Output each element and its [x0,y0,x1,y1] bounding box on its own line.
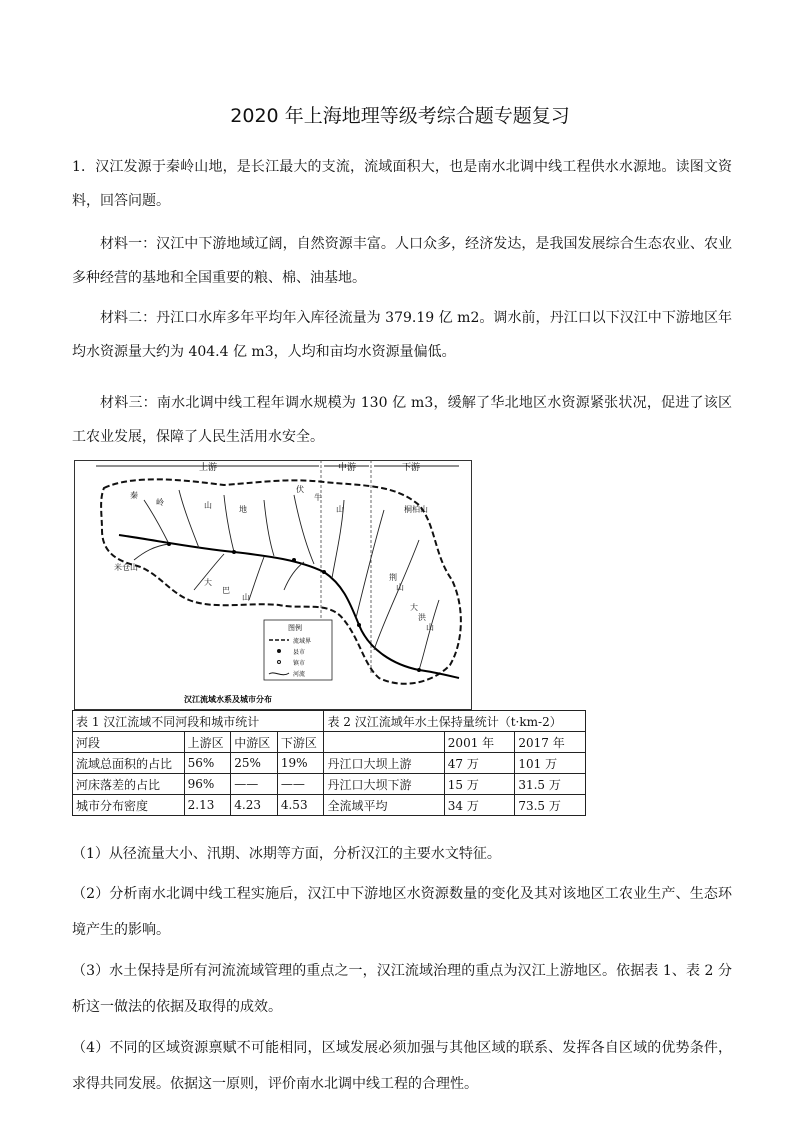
t2-cell: 丹江口大坝下游 [324,774,444,795]
t2-cell: 15 万 [444,774,515,795]
t1-cell: 56% [184,753,231,774]
hanjiang-basin-map [74,460,472,710]
label-di: 地 [239,505,247,514]
legend-river: 河流 [293,671,306,678]
stats-tables [72,710,586,834]
t2-header [324,732,444,753]
table1-caption: 表 1 汉江流域不同河段和城市统计 [73,711,324,732]
legend-title: 图例 [288,624,302,632]
label-shan3: 山 [242,593,250,602]
label-niu: 牛 [314,493,322,502]
t1-cell: 河床落差的占比 [73,774,185,795]
t2-header: 2017 年 [515,732,586,753]
label-da2: 大 [410,603,418,612]
table-row [73,795,586,816]
label-shan4: 山 [396,583,404,592]
label-jing: 荆 [389,573,397,582]
material-2: 材料二：丹江口水库多年平均年入库径流量为 379.19 亿 m2。调水前，丹江口以下汉江中下游地区年均水资源量大约为 404.4 亿 m3，人均和亩均水资源量偏低。 [72,310,732,360]
t1-cell: 25% [231,753,278,774]
map-legend [264,620,332,680]
material-1: 材料一：汉江中下游地域辽阔，自然资源丰富。人口众多，经济发达，是我国发展综合生态农业、农业多种经营的基地和全国重要的粮、棉、油基地。 [72,236,732,286]
label-da: 大 [204,578,212,587]
t1-header: 上游区 [184,732,231,753]
question-4: （4）不同的区域资源禀赋不可能相同，区域发展必须加强与其他区域的联系、发挥各自区域的优势条件，求得共同发展。依据这一原则，评价南水北调中线工程的合理性。 [72,1040,732,1092]
label-hong: 洪 [418,613,426,622]
t2-header: 2001 年 [444,732,515,753]
table2-caption: 表 2 汉江流域年水土保持量统计（t·km-2） [324,711,586,732]
t1-cell: 19% [277,753,324,774]
legend-town: 镇市 [293,660,306,667]
t1-cell: 4.53 [277,795,324,816]
legend-county: 县市 [293,649,306,656]
label-shan1: 山 [204,501,212,510]
t2-cell: 47 万 [444,753,515,774]
t2-cell: 34 万 [444,795,515,816]
question-3: （3）水土保持是所有河流流域管理的重点之一，汉江流域治理的重点为汉江上游地区。依据表 1、表 2 分析这一做法的依据及取得的成效。 [72,963,732,1015]
t1-cell: —— [231,774,278,795]
t2-cell: 31.5 万 [515,774,586,795]
t1-cell: 2.13 [184,795,231,816]
question-intro: 1．汉江发源于秦岭山地，是长江最大的支流，流域面积大，也是南水北调中线工程供水水源地。读图文资料，回答问题。 [72,159,732,209]
t2-cell: 丹江口大坝上游 [324,753,444,774]
t1-cell: 4.23 [231,795,278,816]
t2-cell: 全流域平均 [324,795,444,816]
material-3: 材料三：南水北调中线工程年调水规模为 130 亿 m3，缓解了华北地区水资源紧张状况，促进了该区工农业发展，保障了人民生活用水安全。 [72,395,732,445]
t1-cell: 流域总面积的占比 [73,753,185,774]
map-caption: 汉江流域水系及城市分布 [184,694,272,704]
section-middle: 中游 [338,463,357,473]
label-tongbaishan: 桐柏山 [404,505,428,514]
label-fu: 伏 [296,485,304,494]
question-1: （1）从径流量大小、汛期、冰期等方面，分析汉江的主要水文特征。 [72,846,501,862]
label-shan5: 山 [426,623,434,632]
t1-cell: 城市分布密度 [73,795,185,816]
t1-header: 下游区 [277,732,324,753]
t2-cell: 101 万 [515,753,586,774]
t1-header: 河段 [73,732,185,753]
table-row [73,753,586,774]
label-qin: 秦 [130,491,138,500]
section-lower: 下游 [402,463,421,473]
t1-cell: 96% [184,774,231,795]
label-micangshan: 米仓山 [114,563,138,572]
table-row [73,774,586,795]
label-ba: 巴 [222,586,230,595]
label-shan2: 山 [336,505,344,514]
label-ling: 岭 [156,498,164,507]
section-upper: 上游 [199,463,218,473]
t1-cell: —— [277,774,324,795]
question-2: （2）分析南水北调中线工程实施后，汉江中下游地区水资源数量的变化及其对该地区工农业生产、生态环境产生的影响。 [72,886,732,938]
page-title: 2020 年上海地理等级考综合题专题复习 [230,105,570,127]
legend-boundary: 流域界 [293,638,312,645]
table-header-row [73,732,586,753]
t2-cell: 73.5 万 [515,795,586,816]
t1-header: 中游区 [231,732,278,753]
